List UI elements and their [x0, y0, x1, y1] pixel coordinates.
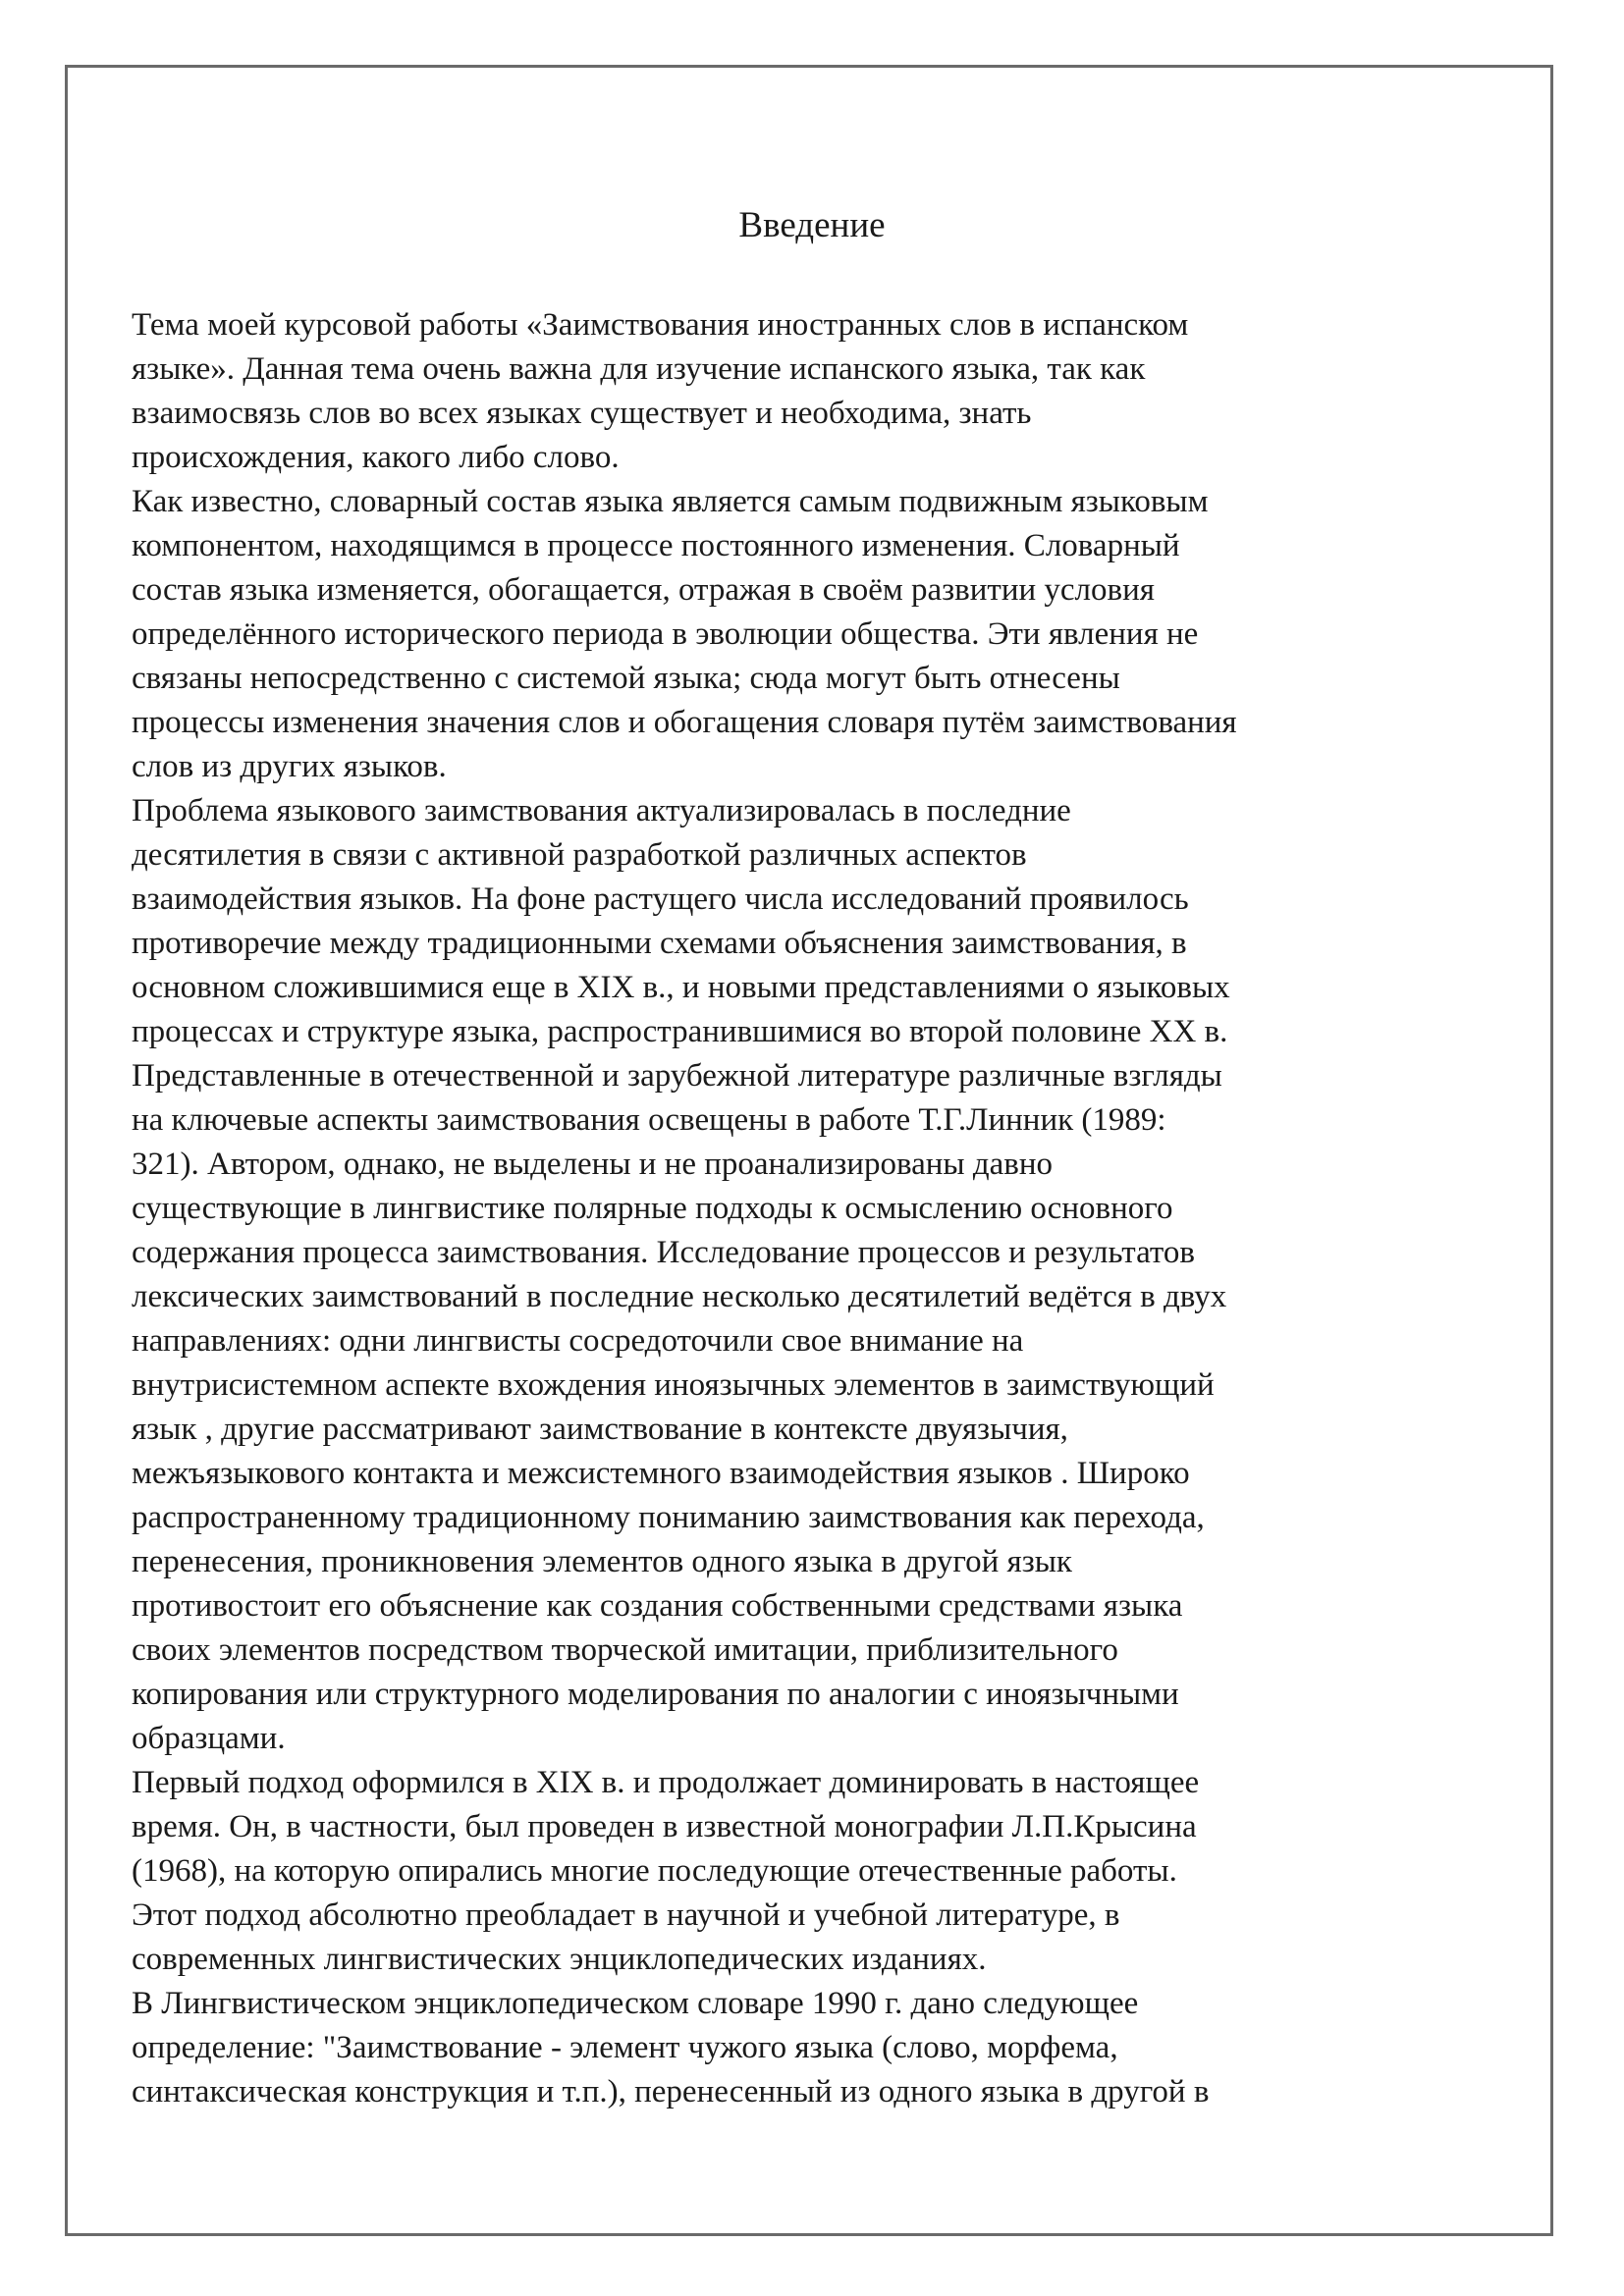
- text-line: (1968), на которую опирались многие последующие отечественные работы.: [132, 1853, 1177, 1889]
- text-line: направлениях: одни лингвисты сосредоточили свое внимание на: [132, 1323, 1024, 1359]
- text-line: компонентом, находящимся в процессе постоянного изменения. Словарный: [132, 528, 1180, 563]
- text-line: Как известно, словарный состав языка является самым подвижным языковым: [132, 484, 1209, 519]
- text-line: современных лингвистических энциклопедических изданиях.: [132, 1942, 987, 1977]
- body-text: [132, 303, 1526, 2114]
- text-line: своих элементов посредством творческой имитации, приблизительного: [132, 1632, 1118, 1668]
- text-line: противоречие между традиционными схемами объяснения заимствования, в: [132, 926, 1187, 961]
- text-line: Проблема языкового заимствования актуализировалась в последние: [132, 793, 1071, 828]
- text-line: Первый подход оформился в XIX в. и продолжает доминировать в настоящее: [132, 1765, 1200, 1800]
- text-line: определение: "Заимствование - элемент чужого языка (слово, морфема,: [132, 2030, 1118, 2065]
- text-line: Этот подход абсолютно преобладает в научной и учебной литературе, в: [132, 1897, 1120, 1933]
- text-line: на ключевые аспекты заимствования освещены в работе Т.Г.Линник (1989:: [132, 1102, 1166, 1138]
- text-line: взаимосвязь слов во всех языках существует и необходима, знать: [132, 396, 1032, 431]
- text-line: время. Он, в частности, был проведен в известной монографии Л.П.Крысина: [132, 1809, 1197, 1844]
- text-line: В Лингвистическом энциклопедическом словаре 1990 г. дано следующее: [132, 1986, 1139, 2021]
- text-line: Тема моей курсовой работы «Заимствования иностранных слов в испанском: [132, 307, 1189, 343]
- text-line: происхождения, какого либо слово.: [132, 440, 620, 475]
- text-line: синтаксическая конструкция и т.п.), перенесенный из одного языка в другой в: [132, 2074, 1210, 2109]
- text-line: определённого исторического периода в эволюции общества. Эти явления не: [132, 616, 1199, 652]
- text-line: слов из других языков.: [132, 749, 447, 784]
- text-line: содержания процесса заимствования. Исследование процессов и результатов: [132, 1235, 1195, 1270]
- text-line: взаимодействия языков. На фоне растущего числа исследований проявилось: [132, 881, 1189, 917]
- text-line: 321). Автором, однако, не выделены и не проанализированы давно: [132, 1147, 1054, 1182]
- text-line: процессах и структуре языка, распространившимися во второй половине XX в.: [132, 1014, 1228, 1049]
- text-line: связаны непосредственно с системой языка; сюда могут быть отнесены: [132, 661, 1120, 696]
- text-line: противостоит его объяснение как создания собственными средствами языка: [132, 1588, 1183, 1624]
- text-line: состав языка изменяется, обогащается, отражая в своём развитии условия: [132, 572, 1155, 608]
- text-line: языке». Данная тема очень важна для изучение испанского языка, так как: [132, 351, 1146, 387]
- text-line: внутрисистемном аспекте вхождения иноязычных элементов в заимствующий: [132, 1367, 1215, 1403]
- text-line: образцами.: [132, 1721, 286, 1756]
- text-line: десятилетия в связи с активной разработкой различных аспектов: [132, 837, 1027, 873]
- text-line: копирования или структурного моделирования по аналогии с иноязычными: [132, 1677, 1179, 1712]
- text-line: основном сложившимися еще в XIX в., и новыми представлениями о языковых: [132, 970, 1230, 1005]
- page-title: Введение: [738, 205, 886, 245]
- text-line: язык , другие рассматривают заимствование в контексте двуязычия,: [132, 1412, 1068, 1447]
- text-line: перенесения, проникновения элементов одного языка в другой язык: [132, 1544, 1072, 1579]
- text-line: Представленные в отечественной и зарубежной литературе различные взгляды: [132, 1058, 1222, 1094]
- text-line: существующие в лингвистике полярные подходы к осмыслению основного: [132, 1191, 1173, 1226]
- text-line: межъязыкового контакта и межсистемного взаимодействия языков . Широко: [132, 1456, 1190, 1491]
- text-line: процессы изменения значения слов и обогащения словаря путём заимствования: [132, 705, 1237, 740]
- text-line: лексических заимствований в последние несколько десятилетий ведётся в двух: [132, 1279, 1227, 1314]
- text-line: распространенному традиционному пониманию заимствования как перехода,: [132, 1500, 1205, 1535]
